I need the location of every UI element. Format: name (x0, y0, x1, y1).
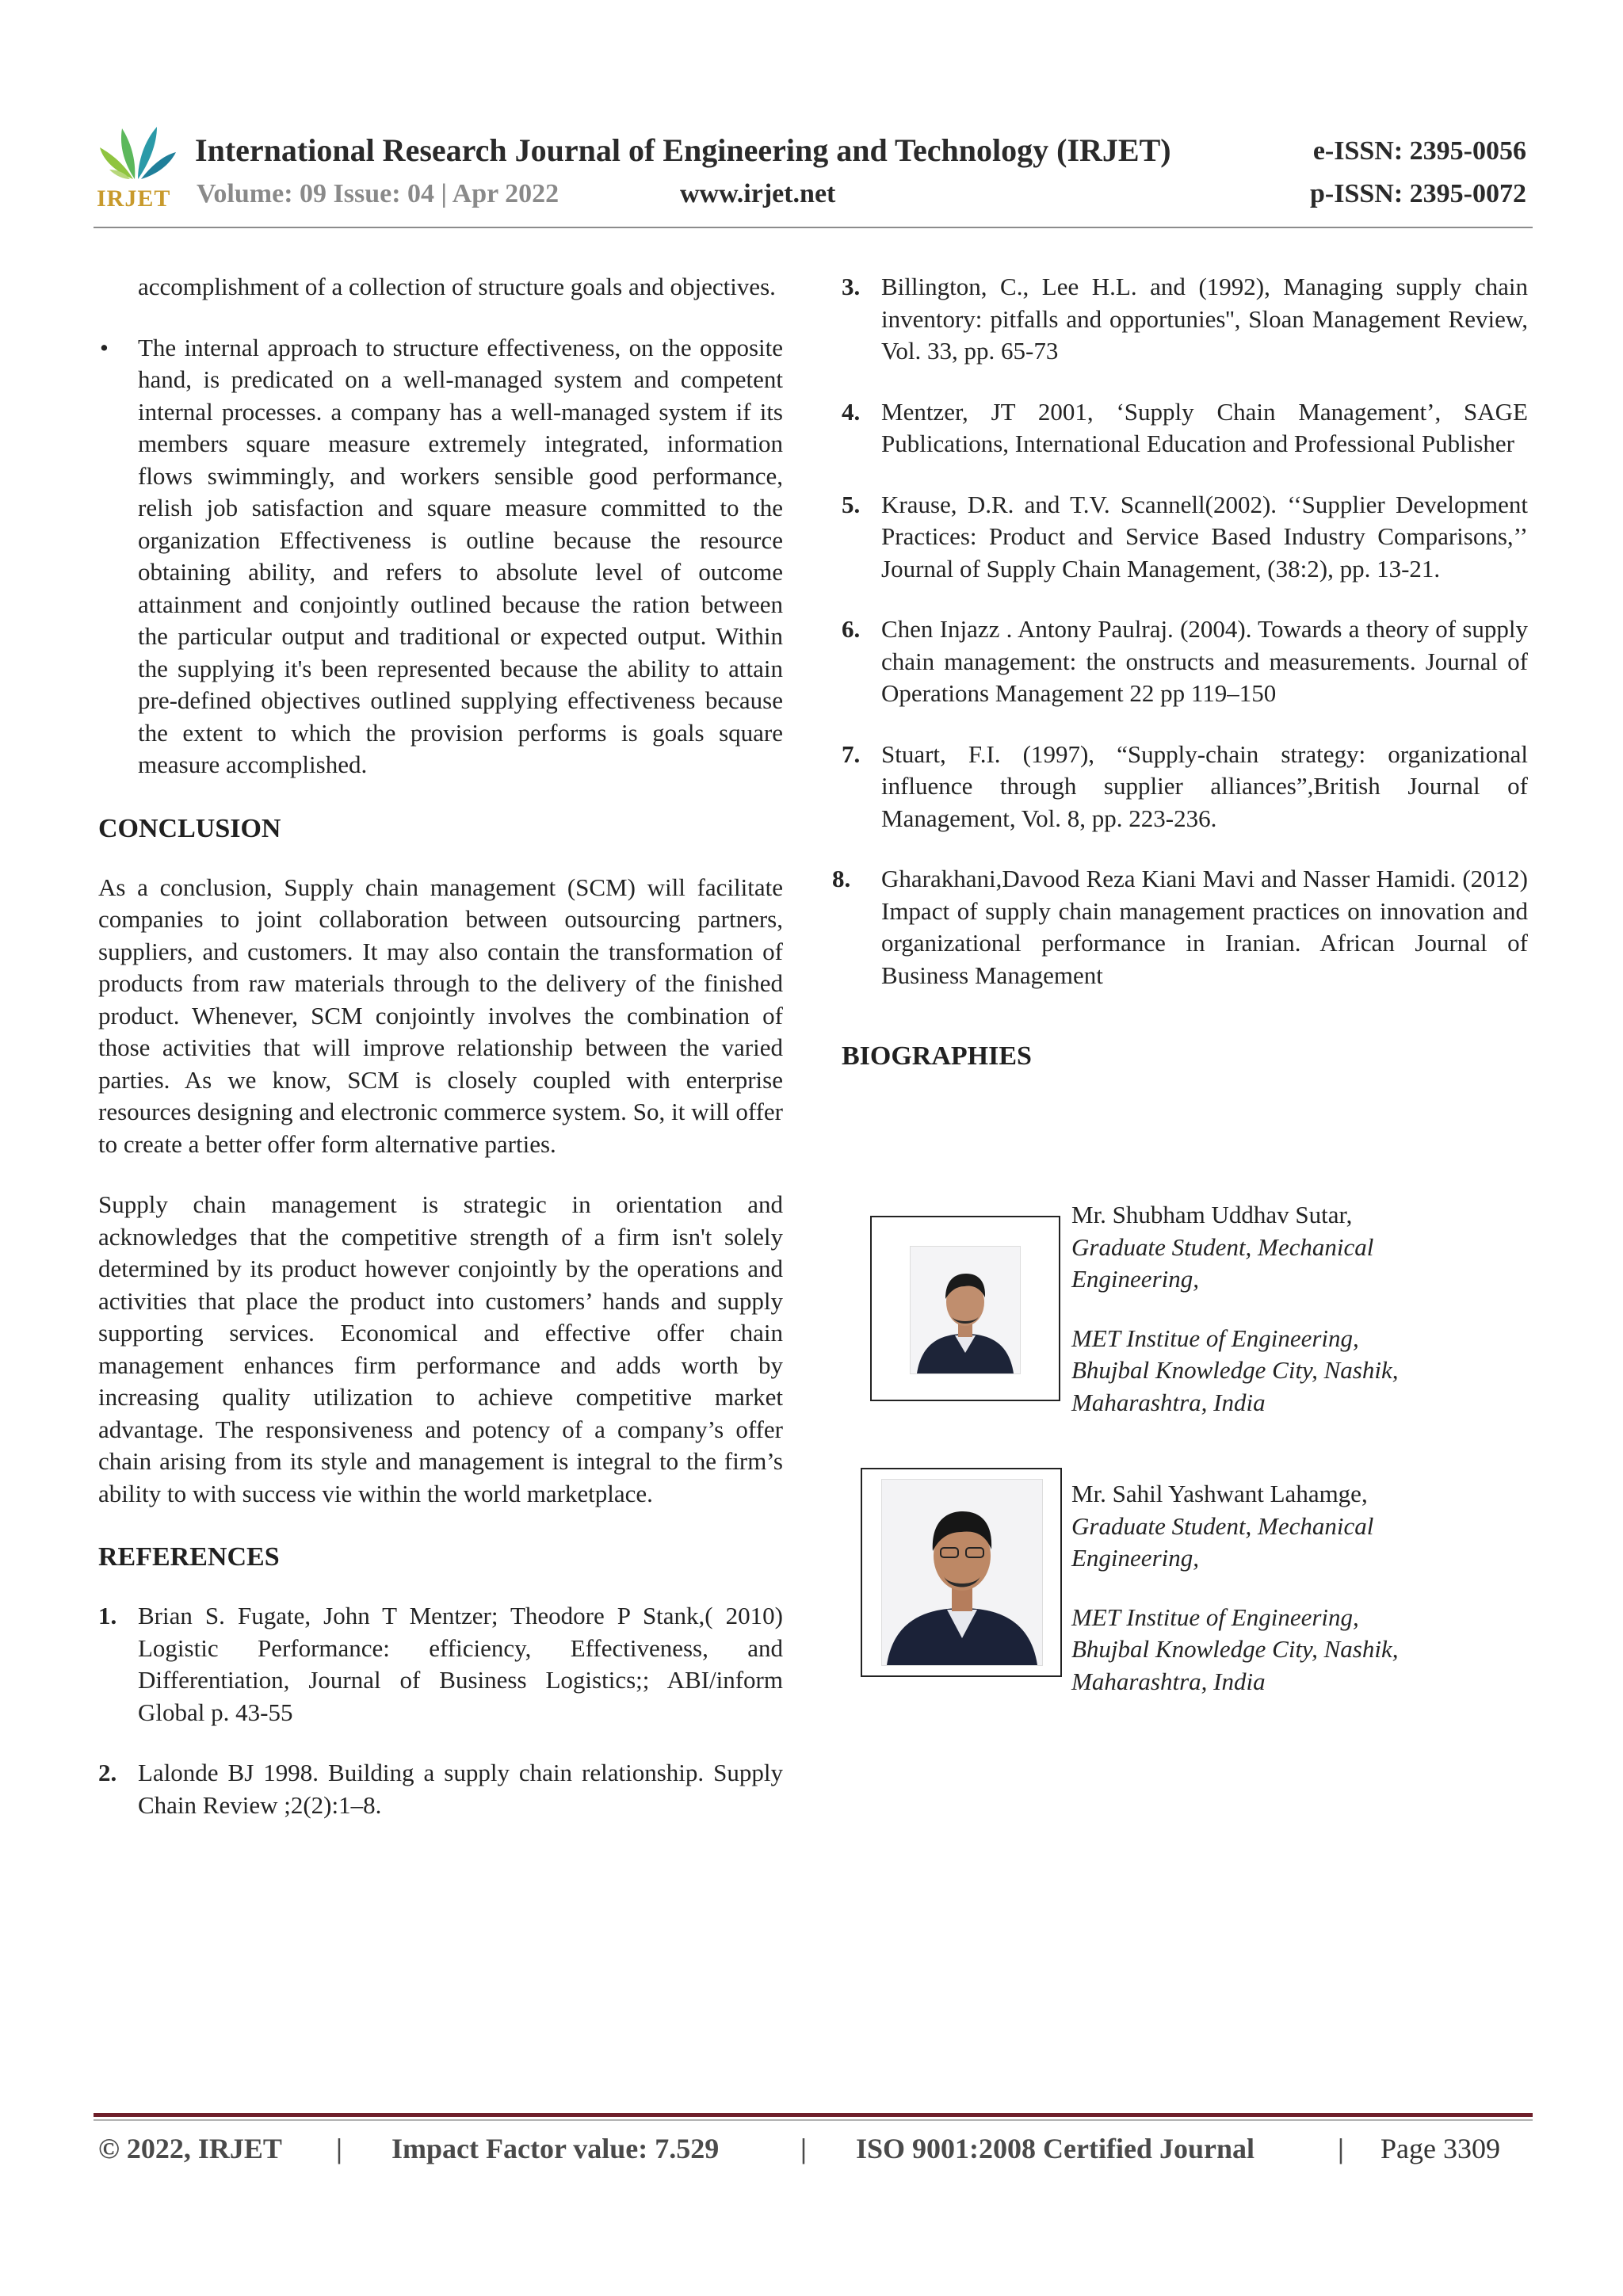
bullet-marker: • (100, 333, 109, 361)
reference-number: 1. (98, 1602, 117, 1629)
reference-item (98, 1600, 783, 1729)
header-divider (94, 227, 1533, 228)
reference-text: Mentzer, JT 2001, ‘Supply Chain Management’, SAGE Publications, International Education and Professional Publisher (881, 397, 1528, 457)
biographies-heading: BIOGRAPHIES (842, 1041, 1032, 1071)
bio-text (1071, 1478, 1398, 1698)
footer-separator: | (336, 2133, 342, 2164)
bio-name: Mr. Sahil Yashwant Lahamge, (1071, 1480, 1368, 1507)
left-column (98, 271, 783, 1821)
volume-issue: Volume: 09 Issue: 04 | Apr 2022 (197, 179, 559, 208)
person-portrait-icon (911, 1247, 1020, 1373)
bio-role: Engineering, (1071, 1544, 1199, 1572)
reference-item (98, 1757, 783, 1821)
reference-number: 8. (832, 865, 851, 892)
bio-institution: Bhujbal Knowledge City, Nashik, (1071, 1356, 1399, 1384)
reference-text: Chen Injazz . Antony Paulraj. (2004). Towards a theory of supply chain management: the onstructs and measurements. Journal of Operations Management 22 pp 119–150 (881, 615, 1528, 707)
logo-wordmark: IRJET (97, 185, 171, 212)
bio-institution: MET Institue of Engineering, (1071, 1324, 1359, 1352)
irjet-logo (94, 117, 181, 212)
bullet-text: The internal approach to structure effectiveness, on the opposite hand, is predicated on a well-managed system and competent internal processes. a company has a well-managed system if its members square measure extremely integrated, information flows swimmingly, and workers sensible good performance, relish job satisfaction and square measure committed to the organization Effectiveness is outline because the resource obtaining ability, and refers to absolute level of outcome attainment and conjointly outlined because the ration between the particular output and traditional or expected output. Within the supplying it's been represented because the ability to attain pre-defined objectives outlined supplying effectiveness because the extent to which the provision performs is goals square measure accomplished. (138, 333, 783, 778)
reference-number: 2. (98, 1759, 117, 1786)
right-column (832, 271, 1528, 1074)
bio-institution: MET Institue of Engineering, (1071, 1603, 1359, 1631)
e-issn: e-ISSN: 2395-0056 (1312, 136, 1526, 166)
footer-separator: | (800, 2133, 807, 2164)
bio-photo (910, 1246, 1021, 1374)
footer-impact-factor: Impact Factor value: 7.529 (391, 2133, 720, 2164)
footer-divider-thin (94, 2119, 1533, 2121)
reference-number: 4. (842, 397, 861, 426)
reference-item (842, 489, 1528, 586)
conclusion-heading: CONCLUSION (98, 813, 281, 843)
continuation-text: accomplishment of a collection of structure goals and objectives. (138, 273, 776, 300)
reference-text: Stuart, F.I. (1997), “Supply-chain strategy: organizational influence through supplier alliances”,British Journal of Management, Vol. 8, pp. 223-236. (881, 739, 1528, 832)
reference-text: Lalonde BJ 1998. Building a supply chain relationship. Supply Chain Review ;2(2):1–8. (138, 1759, 783, 1819)
bio-institution: Bhujbal Knowledge City, Nashik, (1071, 1635, 1399, 1663)
reference-number: 7. (842, 739, 861, 768)
reference-text: Billington, C., Lee H.L. and (1992), Managing supply chain inventory: pitfalls and opportunies'', Sloan Management Review, Vol. 33, pp. 65-73 (881, 273, 1528, 365)
bio-text (1071, 1199, 1398, 1419)
conclusion-paragraph-2: Supply chain management is strategic in orientation and acknowledges that the competitive strength of a firm isn't solely determined by its product however conjointly by the operations and activities that place the product into customers’ hands and supply supporting services. Economical and effective offer chain management enhances firm performance and adds worth by increasing quality utilization to achieve competitive market advantage. The responsiveness and potency of a company’s offer chain arising from its style and management is integral to the firm’s ability to with success vie within the world marketplace. (98, 1190, 783, 1507)
footer-divider (94, 2113, 1533, 2117)
person-portrait-icon (882, 1480, 1042, 1665)
reference-number: 3. (842, 273, 861, 300)
footer-separator: | (1338, 2133, 1344, 2164)
bio-role: Graduate Student, Mechanical (1071, 1511, 1374, 1540)
reference-item (842, 396, 1528, 460)
bio-role: Engineering, (1071, 1265, 1199, 1293)
reference-item (842, 739, 1528, 835)
bio-institution: Maharashtra, India (1071, 1388, 1266, 1416)
bio-institution: Maharashtra, India (1071, 1667, 1266, 1695)
footer-iso: ISO 9001:2008 Certified Journal (856, 2133, 1254, 2164)
reference-item (832, 863, 1528, 991)
bullet-item (98, 332, 783, 781)
reference-text: Krause, D.R. and T.V. Scannell(2002). ‘‘Supplier Development Practices: Product and Service Based Industry Comparisons,’’ Journal of Supply Chain Management, (38:2), pp. 13-21. (881, 490, 1528, 583)
reference-item (842, 613, 1528, 710)
references-heading: REFERENCES (98, 1542, 280, 1572)
conclusion-paragraph-1: As a conclusion, Supply chain management (SCM) will facilitate companies to joint collaboration between outsourcing partners, suppliers, and customers. It may also contain the transformation of products from raw materials through to the delivery of the finished product. Whenever, SCM conjointly involves the combination of those activities that will improve relationship between the varied parties. As we know, SCM is closely coupled with enterprise resources designing and electronic commerce system. So, it will offer to create a better offer form alternative parties. (98, 873, 783, 1158)
reference-number: 6. (842, 615, 861, 643)
reference-text: Gharakhani,Davood Reza Kiani Mavi and Nasser Hamidi. (2012) Impact of supply chain management practices on innovation and organizational performance in Iranian. African Journal of Business Management (881, 865, 1528, 989)
reference-item (842, 271, 1528, 368)
bio-role: Graduate Student, Mechanical (1071, 1232, 1374, 1261)
website-link[interactable]: www.irjet.net (680, 179, 836, 208)
footer-copyright: © 2022, IRJET (98, 2133, 282, 2164)
reference-number: 5. (842, 490, 861, 518)
bio-photo (881, 1479, 1043, 1666)
reference-text: Brian S. Fugate, John T Mentzer; Theodore P Stank,( 2010) Logistic Performance: efficiency, Effectiveness, and Differentiation, Journal of Business Logistics;; ABI/inform Global p. 43-55 (138, 1602, 783, 1726)
bio-name: Mr. Shubham Uddhav Sutar, (1071, 1201, 1353, 1228)
footer-page-number: Page 3309 (1381, 2133, 1500, 2164)
journal-title: International Research Journal of Engineering and Technology (IRJET) (195, 132, 1171, 168)
p-issn: p-ISSN: 2395-0072 (1310, 179, 1526, 208)
